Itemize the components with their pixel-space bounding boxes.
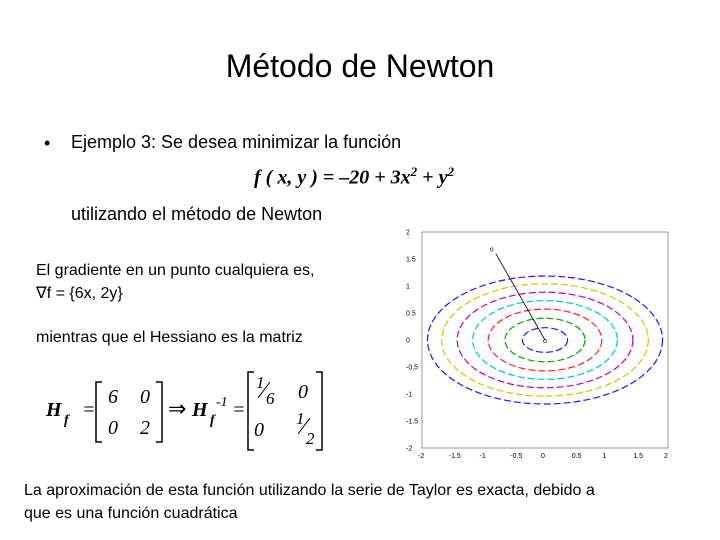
formula-exponent-2: 2 <box>447 164 454 179</box>
inverse-equals: = <box>232 399 246 421</box>
hessian-equation <box>40 368 340 458</box>
y-tick-label: 0.5 <box>406 310 416 318</box>
y-tick-label: -1.5 <box>406 418 419 426</box>
end-point-marker: o <box>543 338 547 345</box>
x-tick-label: -0.5 <box>510 453 523 460</box>
gradient-value: ∇f = {6x, 2y} <box>36 285 123 302</box>
x-tick-label: -2 <box>418 453 425 460</box>
formula-exponent-1: 2 <box>410 164 418 179</box>
hessian-sub-f: f <box>64 413 69 428</box>
y-tick-label: 0 <box>406 337 410 345</box>
matrix-cell: 6 <box>108 386 118 408</box>
footer-text-2: que es una función cuadrática <box>24 505 238 522</box>
x-tick-label: 0.5 <box>571 453 582 460</box>
slide-title: Método de Newton <box>225 48 495 84</box>
bullet-text: Ejemplo 3: Se desea minimizar la función <box>71 132 402 152</box>
matrix-cell: 2 <box>140 417 150 439</box>
inverse-h: H <box>192 399 208 421</box>
formula-term-2: + y <box>417 166 448 189</box>
inverse-den: 6 <box>266 389 275 408</box>
inverse-zero: 0 <box>298 381 308 403</box>
inverse-sup: -1 <box>216 395 228 410</box>
function-formula <box>254 164 454 190</box>
hessian-h: H <box>46 399 62 421</box>
implies-arrow: ⇒ <box>168 396 187 421</box>
y-tick-label: 2 <box>406 229 410 237</box>
matrix-right-bracket <box>156 382 162 442</box>
matrix-cell: 0 <box>108 417 118 439</box>
hessian-equals: = <box>82 399 96 421</box>
x-tick-label: 2 <box>664 453 668 460</box>
inverse-den: 2 <box>306 429 315 448</box>
x-tick-label: -1.5 <box>448 453 461 460</box>
bullet-icon: • <box>44 133 51 153</box>
footer-text-1: La aproximación de esta función utilizando la serie de Taylor es exacta, debido a <box>24 482 595 499</box>
matrix-left-bracket <box>96 382 102 442</box>
x-tick-label: 1 <box>602 453 607 460</box>
start-point-marker: o <box>489 246 494 254</box>
matrix-cell: 0 <box>140 386 150 408</box>
inverse-right-bracket <box>316 372 322 450</box>
gradient-text: El gradiente en un punto cualquiera es, <box>36 262 315 279</box>
x-tick-label: 0 <box>541 453 545 460</box>
y-tick-label: -0.5 <box>406 364 419 372</box>
formula-term-1: –20 + 3x <box>334 166 411 189</box>
contour-plot <box>392 222 682 468</box>
hessian-text: mientras que el Hessiano es la matriz <box>36 329 303 346</box>
inverse-num: 1 <box>296 409 305 428</box>
y-tick-label: -1 <box>406 391 413 399</box>
method-text: utilizando el método de Newton <box>71 204 323 224</box>
y-tick-label: -2 <box>406 445 413 453</box>
newton-step-line <box>496 254 545 340</box>
inverse-num: 1 <box>256 373 265 392</box>
x-tick-label: -1 <box>479 453 486 460</box>
y-tick-label: 1 <box>406 283 410 291</box>
inverse-sub-f: f <box>210 413 215 428</box>
x-tick-label: 1.5 <box>633 453 643 460</box>
y-tick-label: 1.5 <box>406 256 416 264</box>
formula-lhs: f ( x, y ) = <box>254 166 335 189</box>
inverse-zero: 0 <box>254 419 264 441</box>
